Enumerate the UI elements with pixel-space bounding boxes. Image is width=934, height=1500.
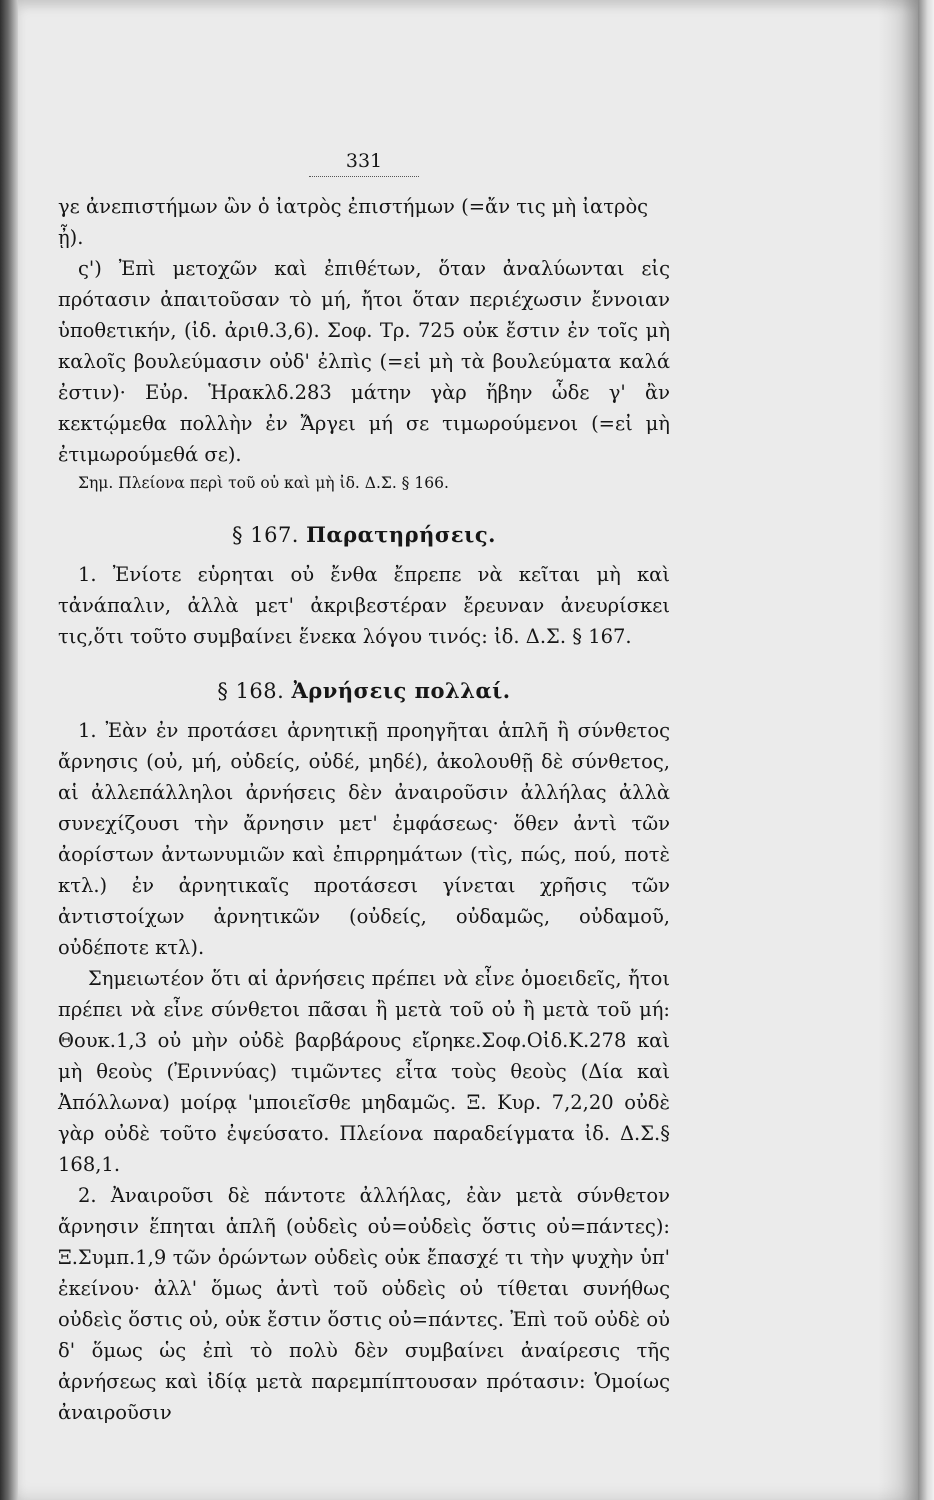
paragraph: 2. Ἀναιροῦσι δὲ πάντοτε ἀλλήλας, ἐὰν μετὰ σύνθετον ἄρνησιν ἕπηται ἁπλῆ (οὐδεὶς οὐ=οὐδεὶς ὅστις οὐ=πάντες): Ξ.Συμπ.1,9 τῶν ὁρώντων οὐδεὶς οὐκ ἔπασχέ τι τὴν ψυχὴν ὑπ' ἐκείνου· ἀλλ' ὅμως ἀντὶ τοῦ οὐδεὶς οὐ τίθεται συνήθως οὐδεὶς ὅστις οὐ, οὐκ ἔστιν ὅστις οὐ=πάντες. Ἐπὶ τοῦ οὐδὲ οὐ δ' ὅμως ὡς ἐπὶ τὸ πολὺ δὲν συμβαίνει ἀναίρεσις τῆς ἀρνήσεως καὶ ἰδίᾳ μετὰ παρεμπίπτουσαν πρότασιν: Ὁμοίως ἀναιροῦσιν	[58, 1184, 670, 1424]
paragraph: 1. Ἐνίοτε εὑρηται οὐ ἔνθα ἔπρεπε νὰ κεῖται μὴ καὶ τἀνάπαλιν, ἀλλὰ μετ' ἀκριβεστέραν ἔρευναν ἀνευρίσκει τις,ὅτι τοῦτο συμβαίνει ἕνεκα λόγου τινός: ἰδ. Δ.Σ. § 167.	[58, 563, 670, 648]
section-title: Παρατηρήσεις.	[306, 522, 496, 547]
page-number-rule	[309, 176, 419, 177]
section-number: § 168.	[217, 679, 285, 703]
book-page	[18, 0, 918, 1500]
page-text	[58, 150, 670, 1428]
section-heading-167	[58, 522, 670, 547]
note: Σημ. Πλείονα περὶ τοῦ οὐ καὶ μὴ ἰδ. Δ.Σ. § 166.	[78, 474, 449, 492]
page-number: 331	[345, 150, 383, 172]
section-title: Ἀρνήσεις πολλαί.	[291, 678, 511, 703]
paragraph: γε ἀνεπιστήμων ὢν ὁ ἰατρὸς ἐπιστήμων (=ἄν τις μὴ ἰατρὸς ᾖ).	[58, 195, 649, 249]
page-shadow	[878, 0, 918, 1500]
paragraph: ς') Ἐπὶ μετοχῶν καὶ ἐπιθέτων, ὅταν ἀναλύωνται εἰς πρότασιν ἀπαιτοῦσαν τὸ μή, ἤτοι ὅταν περιέχωσιν ἔννοιαν ὑποθετικήν, (ἰδ. ἀριθ.3,6). Σοφ. Τρ. 725 οὐκ ἔστιν ἐν τοῖς μὴ καλοῖς βουλεύμασιν οὐδ' ἐλπὶς (=εἰ μὴ τὰ βουλεύματα καλά ἐστιν)· Εὐρ. Ἡρακλδ.283 μάτην γὰρ ἥβην ὧδε γ' ἂν κεκτῴμεθα πολλὴν ἐν Ἄργει μή σε τιμωρούμενοι (=εἰ μὴ ἐτιμωρούμεθά σε).	[58, 257, 670, 466]
book-gutter	[0, 0, 18, 1500]
paragraph: Σημειωτέον ὅτι αἱ ἀρνήσεις πρέπει νὰ εἶνε ὁμοειδεῖς, ἤτοι πρέπει νὰ εἶνε σύνθετοι πᾶσαι ἢ μετὰ τοῦ οὐ ἢ μετὰ τοῦ μή: Θουκ.1,3 οὐ μὴν οὐδὲ βαρβάρους εἴρηκε.Σοφ.Οἰδ.Κ.278 καὶ μὴ θεοὺς (Ἐριννύας) τιμῶντες εἶτα τοὺς θεοὺς (Δία καὶ Ἀπόλλωνα) μοίρᾳ 'μποιεῖσθε μηδαμῶς. Ξ. Κυρ. 7,2,20 οὐδὲ γὰρ οὐδὲ τοῦτο ἐψεύσατο. Πλείονα παραδείγματα ἰδ. Δ.Σ.§ 168,1.	[58, 967, 670, 1176]
paragraph: 1. Ἐὰν ἐν προτάσει ἀρνητικῇ προηγῆται ἁπλῆ ἢ σύνθετος ἄρνησις (οὐ, μή, οὐδείς, οὐδέ, μηδέ), ἀκολουθῇ δὲ σύνθετος, αἱ ἀλλεπάλληλοι ἀρνήσεις δὲν ἀναιροῦσιν ἀλλήλας ἀλλὰ συνεχίζουσι τὴν ἄρνησιν μετ' ἐμφάσεως· ὅθεν ἀντὶ τῶν ἀορίστων ἀντωνυμιῶν καὶ ἐπιρρημάτων (τὶς, πώς, πού, ποτὲ κτλ.) ἐν ἀρνητικαῖς προτάσεσι γίνεται χρῆσις τῶν ἀντιστοίχων ἀρνητικῶν (οὐδείς, οὐδαμῶς, οὐδαμοῦ, οὐδέποτε κτλ).	[58, 719, 670, 959]
page-edge	[918, 0, 934, 1500]
section-number: § 167.	[232, 523, 299, 547]
section-heading-168	[58, 678, 670, 703]
